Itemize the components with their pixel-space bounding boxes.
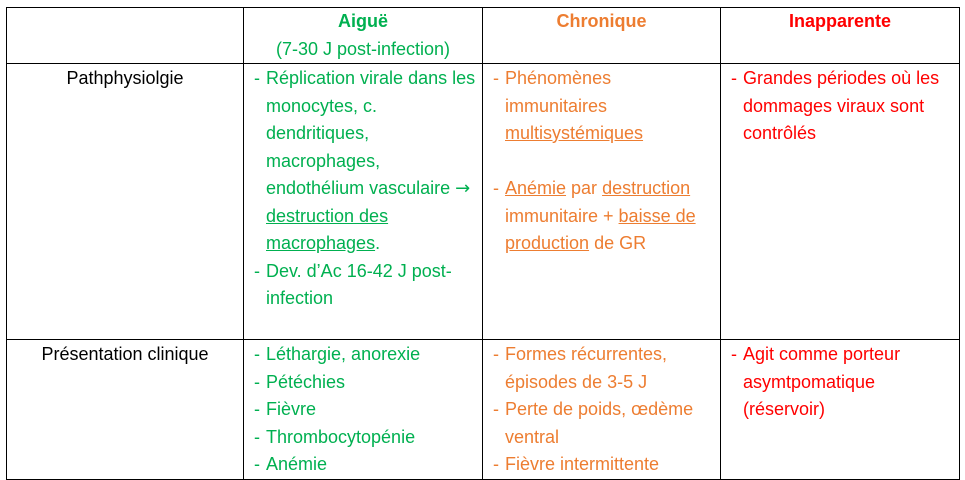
list-item: - Perte de poids, œdème ventral <box>505 396 714 451</box>
arrow-right-icon: → <box>455 178 471 199</box>
patho-acute-end: . <box>375 233 381 253</box>
patho-chronic-destruction: destruction <box>602 178 691 198</box>
patho-acute-text: Réplication virale dans les monocytes, c. dendritiques, macrophages, endothélium vasculaire <box>266 68 476 198</box>
list-item: - Pétéchies <box>266 369 476 397</box>
patho-chronic-text-3: de GR <box>589 233 647 253</box>
cell-clin-inapparent <box>721 340 960 480</box>
list-item: - Fièvre <box>266 396 476 424</box>
list-item <box>266 258 476 313</box>
header-inapparent <box>721 8 960 64</box>
patho-chronic-production: baisse de production <box>505 205 696 253</box>
row-label-cell <box>7 64 244 340</box>
clin-inapparent-list <box>721 340 959 424</box>
row-label-clinical: Présentation clinique <box>41 344 209 364</box>
cell-clin-acute <box>244 340 483 480</box>
patho-acute-antibodies: Dev. d’Ac 16-42 J post-infection <box>266 260 452 308</box>
patho-chronic-text-1: par <box>566 178 603 198</box>
cell-patho-chronic <box>483 64 721 340</box>
patho-acute-underlined: destruction des macrophages <box>266 205 389 253</box>
list-item <box>266 65 476 258</box>
list-item: - Thrombocytopénie <box>266 424 476 452</box>
corner-cell <box>7 8 244 64</box>
patho-chronic-underlined: multisystémiques <box>505 123 644 143</box>
patho-chronic-anemia: Anémie <box>505 178 567 198</box>
clin-chronic-list <box>483 340 720 479</box>
comparison-table <box>6 7 960 480</box>
list-item: - Anémie <box>266 451 476 479</box>
patho-inapparent-list <box>721 64 959 148</box>
list-item: - Fièvre intermittente <box>505 451 714 479</box>
row-pathophysiology <box>7 64 960 340</box>
patho-acute-list <box>244 64 482 313</box>
patho-inapparent-text: Grandes périodes où les dommages viraux sont contrôlés <box>743 68 940 143</box>
row-clinical <box>7 340 960 480</box>
list-item <box>505 65 714 148</box>
list-item <box>743 65 953 148</box>
row-label-cell <box>7 340 244 480</box>
list-item <box>505 175 714 258</box>
cell-patho-inapparent <box>721 64 960 340</box>
header-inapparent-title: Inapparente <box>788 11 892 31</box>
list-item: - Léthargie, anorexie <box>266 341 476 369</box>
header-acute-subtitle: (7-30 J post-infection) <box>275 38 451 59</box>
header-chronic-title: Chronique <box>556 11 647 31</box>
header-chronic <box>483 8 721 64</box>
list-item: - Agit comme porteur asymtpomatique (réservoir) <box>743 341 953 424</box>
row-label-pathophysiology: Pathphysiolgie <box>66 68 184 88</box>
header-acute <box>244 8 483 64</box>
header-row <box>7 8 960 64</box>
header-acute-title: Aiguë <box>337 11 388 31</box>
patho-chronic-text-2: immunitaire + <box>505 205 619 226</box>
patho-chronic-text: Phénomènes immunitaires <box>505 68 612 116</box>
cell-clin-chronic <box>483 340 721 480</box>
cell-patho-acute <box>244 64 483 340</box>
clin-acute-list <box>244 340 482 479</box>
list-item: - Formes récurrentes, épisodes de 3-5 J <box>505 341 714 396</box>
patho-chronic-list <box>483 64 720 258</box>
